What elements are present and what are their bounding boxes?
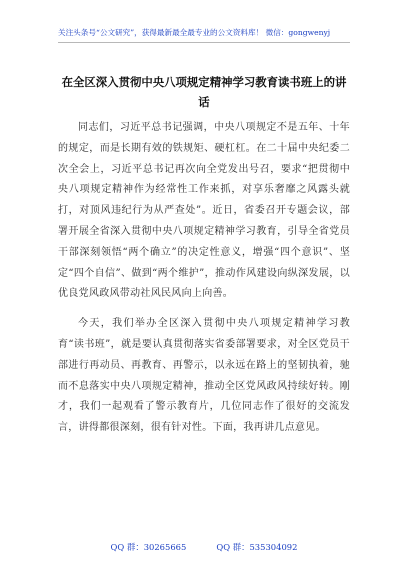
document-title: 在全区深入贯彻中央八项规定精神学习教育读书班上的讲话 — [61, 75, 347, 109]
footer-qq-group-2: QQ 群：535304092 — [216, 542, 298, 552]
footer-qq-group-1: QQ 群：30265665 — [110, 542, 187, 552]
body-paragraph: 同志们，习近平总书记强调，中央八项规定不是五年、十年的规定，而是长期有效的铁规矩、硬杠杠。在二十届中央纪委二次全会上，习近平总书记再次向全党发出号召，要求“把贯彻中央八项规定精神作为经常性工作来抓，对享乐奢靡之风露头就打，对顶风违纪行为从严查处”。近日，省委召开专题会议，部署开展全省深入贯彻中央八项规定精神学习教育，引导全省党员干部深刻领悟“两个确立”的决定性意义，增强“四个意识”、坚定“四个自信”、做到“两个维护”，推动作风建设向纵深发展，以优良党风政风带动社风民风向上向善。 — [58, 122, 350, 300]
document-body — [58, 118, 350, 448]
header-divider — [58, 42, 350, 43]
body-paragraph: 今天，我们举办全区深入贯彻中央八项规定精神学习教育“读书班”，就是要认真贯彻落实省委部署要求，对全区党员干部进行再动员、再教育、再警示，以永远在路上的坚韧执着，驰而不息落实中央八项规定精神，推动全区党风政风持续好转。刚才，我们一起观看了警示教育片，几位同志作了很好的交流发言，讲得都很深刻，很有针对性。下面，我再讲几点意见。 — [58, 318, 350, 434]
header-promo-text: 关注头条号“公文研究”，获得最新最全最专业的公文资料库！ 微信：gongwenyj — [58, 28, 331, 37]
footer-contact — [58, 540, 350, 554]
